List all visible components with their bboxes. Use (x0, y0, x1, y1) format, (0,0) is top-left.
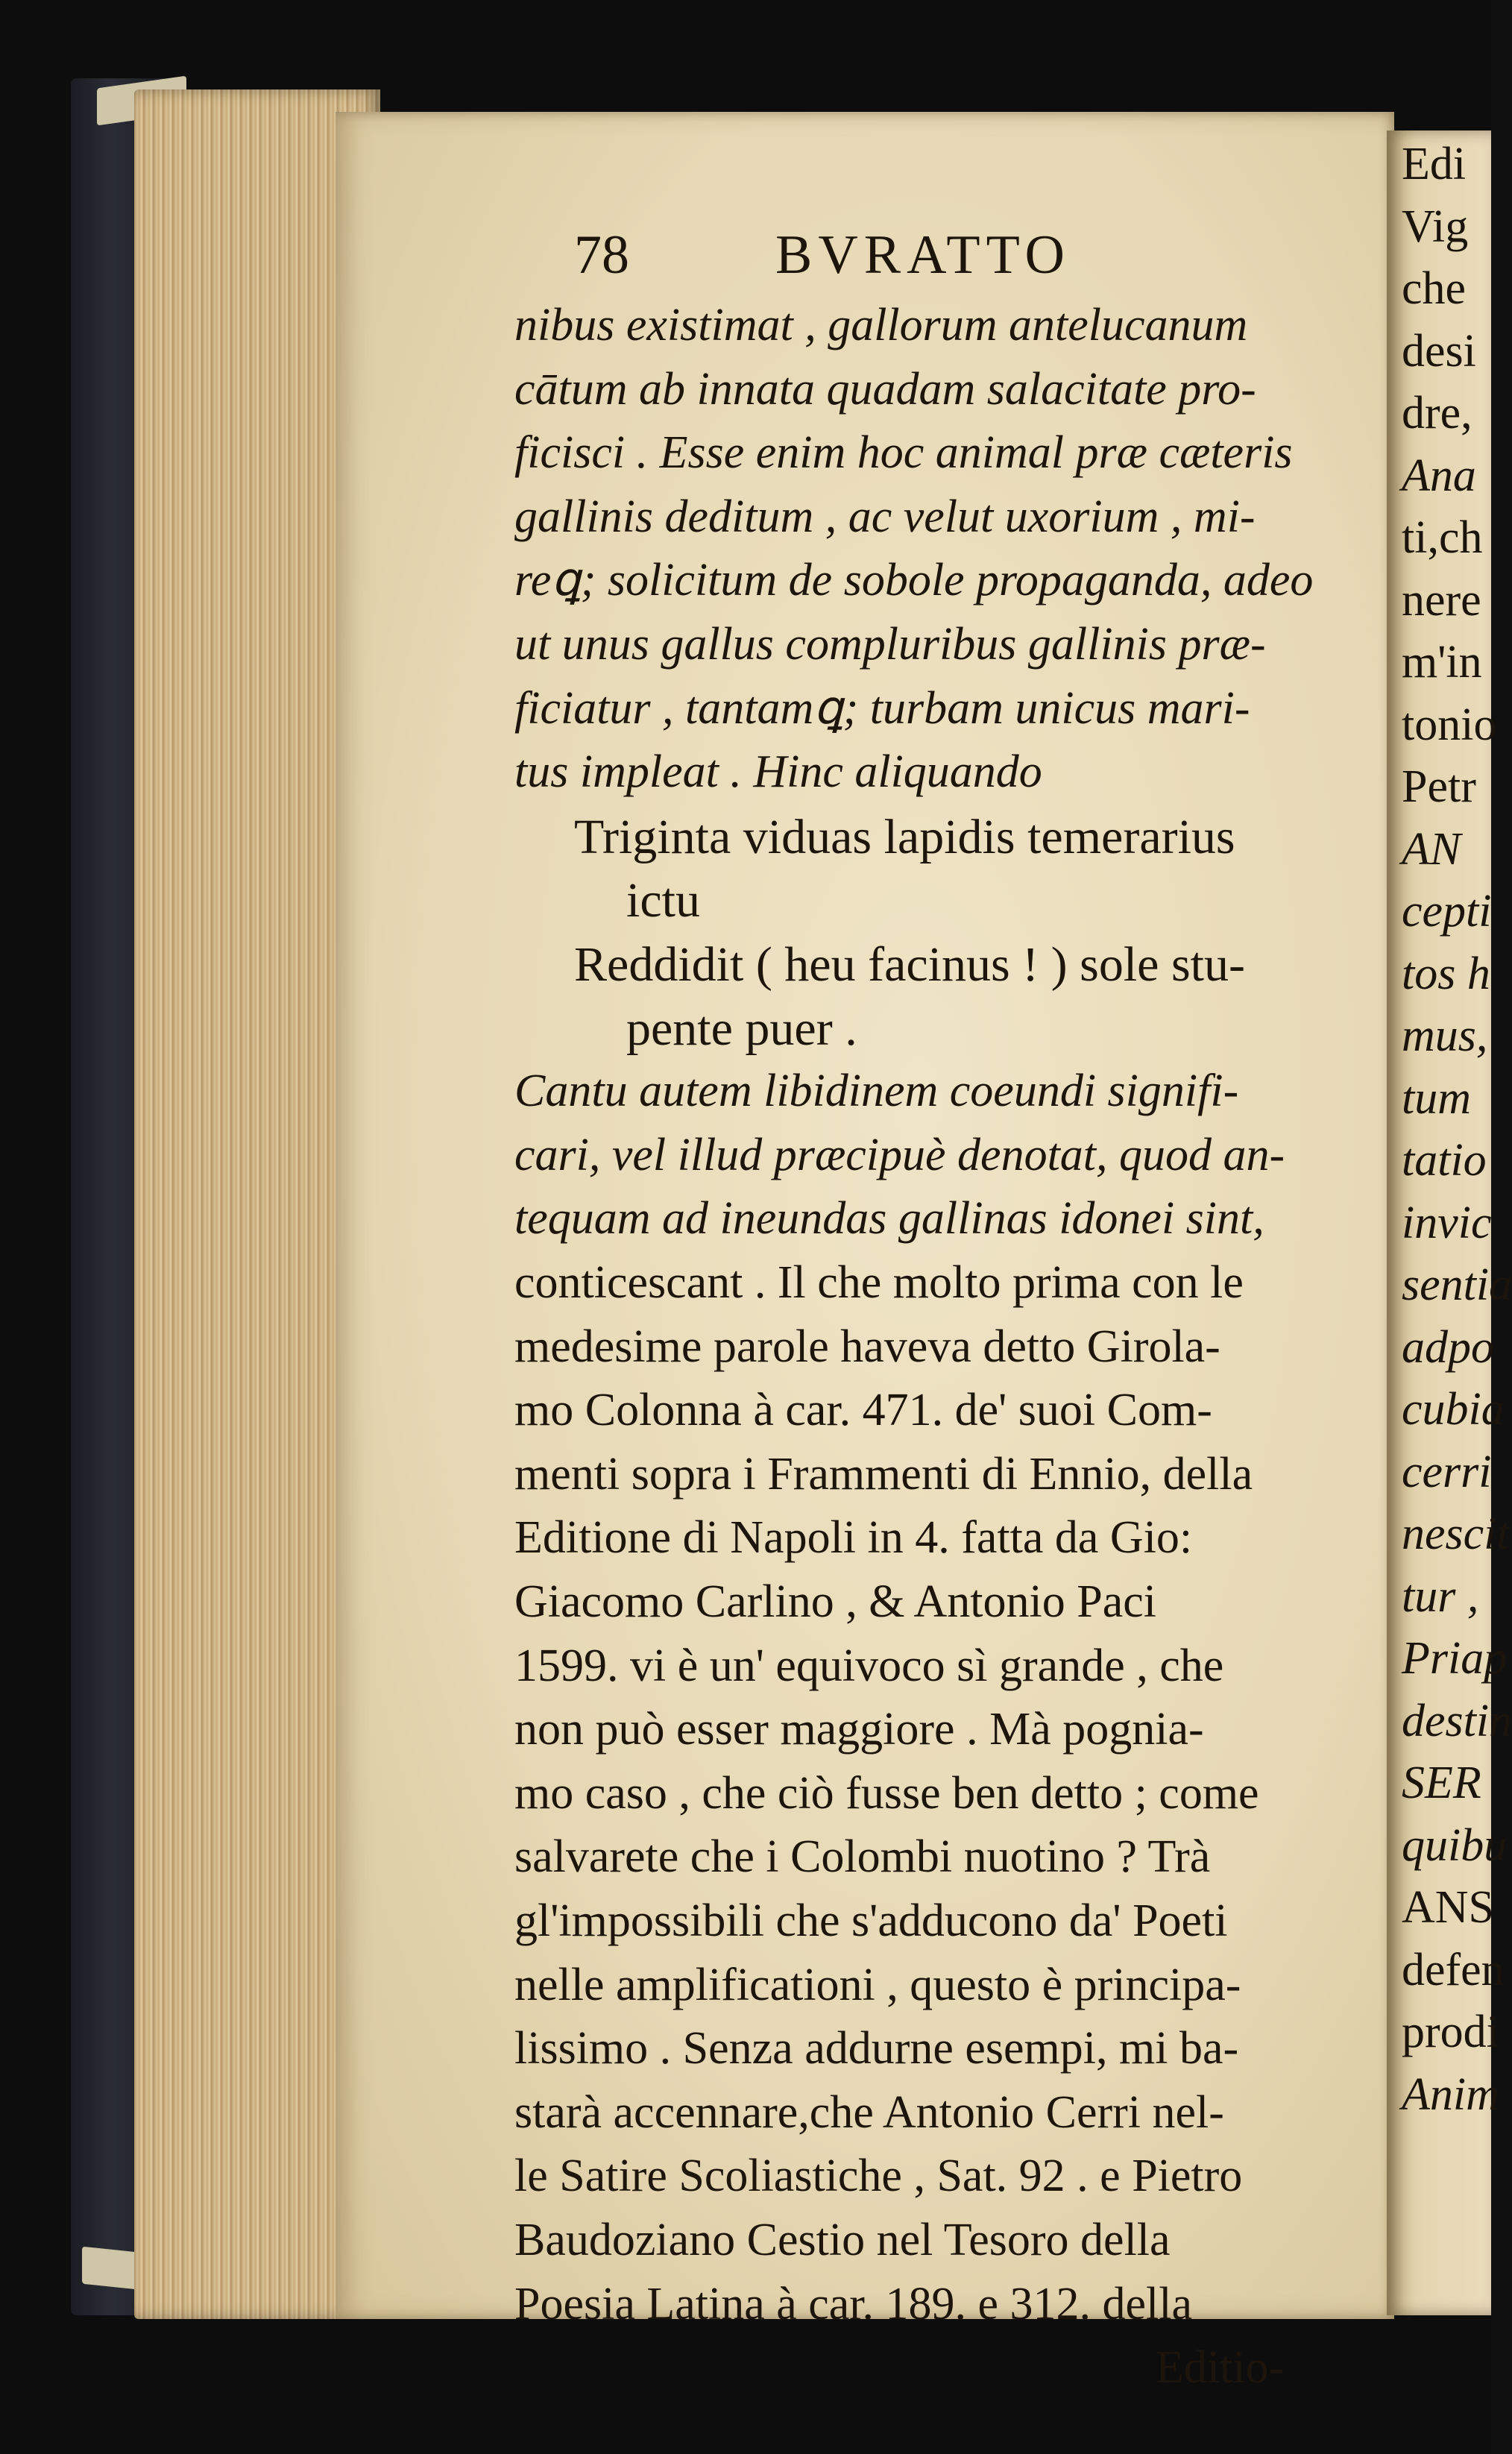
facing-page-fragment: nere (1402, 574, 1481, 626)
facing-page-fragment: adpo (1402, 1321, 1494, 1373)
facing-page-fragment: tatio (1402, 1135, 1487, 1186)
facing-page-fragment: cepti (1402, 886, 1492, 937)
facing-page-fragment: m'in (1402, 637, 1482, 688)
text-line: non può esser maggiore . Mà pognia- (514, 1704, 1204, 1755)
facing-page-fragment: tos h (1402, 948, 1490, 999)
text-line: ut unus gallus compluribus gallinis præ- (514, 619, 1266, 670)
facing-page-fragment: tonio (1402, 699, 1497, 750)
facing-page-fragment: Anim (1402, 2068, 1499, 2120)
facing-page-fragment: ANS (1402, 1882, 1495, 1933)
text-line: ficisci . Esse enim hoc animal præ cæteris (514, 427, 1293, 479)
facing-page-fragment: dre, (1402, 388, 1472, 438)
facing-page-fragment: prodi (1402, 2007, 1499, 2057)
facing-page-fragment: Vig (1402, 201, 1469, 252)
facing-page-fragment: desi (1402, 325, 1476, 377)
text-line: starà accennare,che Antonio Cerri nel- (514, 2086, 1224, 2138)
facing-page-fragment: cerri (1402, 1446, 1492, 1497)
facing-page-fragment: quibu (1402, 1819, 1508, 1871)
facing-page-fragment: AN (1402, 823, 1461, 875)
facing-page-fragment: Edi (1402, 139, 1467, 189)
text-line: menti sopra i Frammenti di Ennio, della (514, 1448, 1253, 1500)
facing-page-fragment: SER (1402, 1758, 1481, 1808)
facing-page-fragment: defen (1402, 1944, 1505, 1995)
text-line: 1599. vi è un' equivoco sì grande , che (514, 1640, 1224, 1691)
text-line: Triginta viduas lapidis temerarius (574, 809, 1235, 864)
text-line: le Satire Scoliastiche , Sat. 92 . e Pietro (514, 2151, 1243, 2202)
text-line: Giacomo Carlino , & Antonio Paci (514, 1576, 1157, 1627)
facing-page-fragment: tum (1402, 1072, 1471, 1124)
text-line: Editio- (1156, 2342, 1285, 2394)
text-line: Reddidit ( heu facinus ! ) sole stu- (574, 937, 1245, 992)
facing-page-fragment: ti,ch (1402, 512, 1483, 563)
text-line: lissimo . Senza addurne esempi, mi ba- (514, 2023, 1239, 2074)
text-line: ficiatur , tantamꝗ; turbam unicus mari- (514, 682, 1250, 734)
text-line: cātum ab innata quadam salacitate pro- (514, 363, 1256, 415)
text-line: tus impleat . Hinc aliquando (514, 746, 1042, 798)
text-line: nelle amplificationi , questo è principa- (514, 1959, 1241, 2010)
text-line: gallinis deditum , ac velut uxorium , mi- (514, 491, 1256, 542)
facing-page-fragment: nescit (1402, 1508, 1510, 1559)
facing-page-fragment: Ana (1402, 450, 1476, 501)
text-line: mo Colonna à car. 471. de' suoi Com- (514, 1385, 1212, 1436)
text-line: ictu (626, 873, 700, 928)
text-line: nibus existimat , gallorum antelucanum (514, 300, 1248, 350)
text-line: cari, vel illud præcipuè denotat, quod an- (514, 1129, 1285, 1180)
facing-page-fragment: destin (1402, 1695, 1512, 1746)
page-number: 78 (574, 224, 629, 286)
facing-page-fragment: invic (1402, 1197, 1492, 1248)
facing-page-fragment: Petr (1402, 761, 1476, 812)
text-line: Baudoziano Cestio nel Tesoro della (514, 2215, 1171, 2265)
text-line: medesime parole haveva detto Girola- (514, 1321, 1220, 1372)
text-line: Editione di Napoli in 4. fatta da Gio: (514, 1512, 1193, 1564)
text-line: tequam ad ineundas gallinas idonei sint, (514, 1193, 1264, 1245)
text-line: conticescant . Il che molto prima con le (514, 1257, 1244, 1308)
text-line: Poesia Latina à car. 189. e 312. della (514, 2278, 1193, 2329)
facing-page-fragment: che (1402, 263, 1467, 314)
facing-page-fragment: mus, (1402, 1010, 1488, 1061)
facing-page-fragment: Priap (1402, 1633, 1508, 1684)
text-line: gl'impossibili che s'adducono da' Poeti (514, 1895, 1228, 1946)
running-title: BVRATTO (775, 224, 1071, 286)
text-line: Cantu autem libidinem coeundi signifi- (514, 1066, 1239, 1117)
facing-page (1387, 130, 1512, 2315)
facing-page-fragment: tur , (1402, 1570, 1479, 1622)
text-line: reꝗ; solicitum de sobole propaganda, adeo (514, 555, 1314, 606)
text-line: mo caso , che ciò fusse ben detto ; come (514, 1767, 1259, 1819)
facing-page-fragment: sentia (1402, 1259, 1512, 1310)
facing-page-fragment: cubia (1402, 1384, 1505, 1435)
text-line: pente puer . (626, 1001, 857, 1056)
text-line: salvarete che i Colombi nuotino ? Trà (514, 1831, 1211, 1883)
